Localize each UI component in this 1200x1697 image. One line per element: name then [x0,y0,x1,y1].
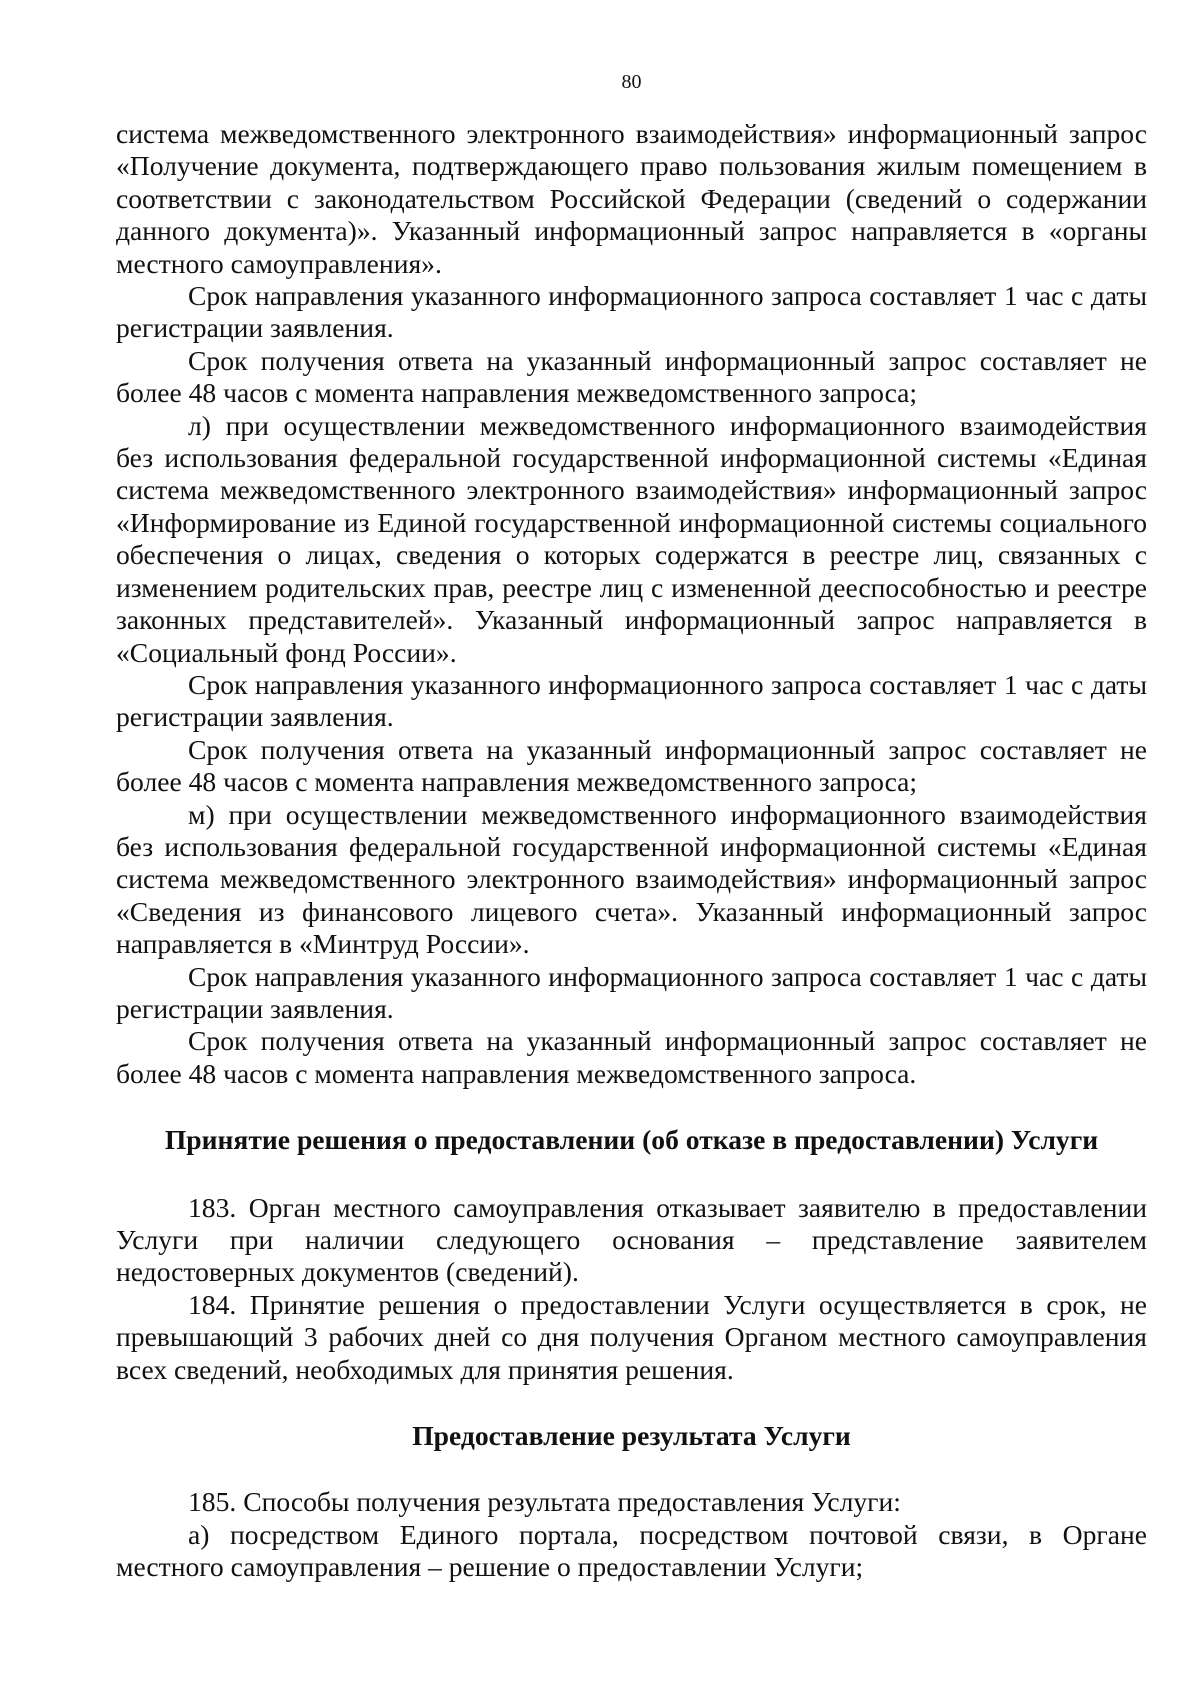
paragraphs-bottom [116,1486,1147,1583]
page-number: 80 [621,71,642,93]
paragraphs-top [116,118,1147,1090]
paragraph: Срок получения ответа на указанный информационный запрос составляет не более 48 часов с момента направления межведомственного запроса; [116,344,1147,409]
paragraph: а) посредством Единого портала, посредством почтовой связи, в Органе местного самоуправления – решение о предоставлении Услуги; [116,1518,1147,1583]
paragraph: система межведомственного электронного взаимодействия» информационный запрос «Получение документа, подтверждающего право пользования жилым помещением в соответствии с законодательством Российской Федерации (сведений о содержании данного документа)». Указанный информационный запрос направляется в «органы местного самоуправления». [116,118,1147,279]
paragraph: л) при осуществлении межведомственного информационного взаимодействия без использования федеральной государственной информационной системы «Единая система межведомственного электронного взаимодействия» информационный запрос «Информирование из Единой государственной информационной системы социального обеспечения о лицах, сведения о которых содержатся в реестре лиц, связанных с изменением родительских прав, реестре лиц с измененной дееспособностью и реестре законных представителей». Указанный информационный запрос направляется в «Социальный фонд России». [116,409,1147,668]
paragraph: Срок получения ответа на указанный информационный запрос составляет не более 48 часов с момента направления межведомственного запроса. [116,1025,1147,1089]
paragraphs-mid [116,1192,1147,1386]
section-heading: Принятие решения о предоставлении (об отказе в предоставлении) Услуги [164,1124,1099,1156]
paragraph: 185. Способы получения результата предоставления Услуги: [188,1486,901,1518]
paragraph: 184. Принятие решения о предоставлении Услуги осуществляется в срок, не превышающий 3 рабочих дней со дня получения Органом местного самоуправления всех сведений, необходимых для принятия решения. [116,1288,1147,1385]
paragraph: Срок направления указанного информационного запроса составляет 1 час с даты регистрации заявления. [116,668,1147,733]
document-body [116,118,1147,1584]
paragraph: Срок направления указанного информационного запроса составляет 1 час с даты регистрации заявления. [116,280,1147,344]
paragraph: Срок получения ответа на указанный информационный запрос составляет не более 48 часов с момента направления межведомственного запроса; [116,733,1147,798]
paragraph: Срок направления указанного информационного запроса составляет 1 час с даты регистрации заявления. [116,960,1147,1024]
paragraph: м) при осуществлении межведомственного информационного взаимодействия без использования федеральной государственной информационной системы «Единая система межведомственного электронного взаимодействия» информационный запрос «Сведения из финансового лицевого счета». Указанный информационный запрос направляется в «Минтруд России». [116,798,1147,960]
paragraph: 183. Орган местного самоуправления отказывает заявителю в предоставлении Услуги при наличии следующего основания – представление заявителем недостоверных документов (сведений). [116,1191,1147,1288]
section-heading: Предоставление результата Услуги [412,1420,851,1452]
